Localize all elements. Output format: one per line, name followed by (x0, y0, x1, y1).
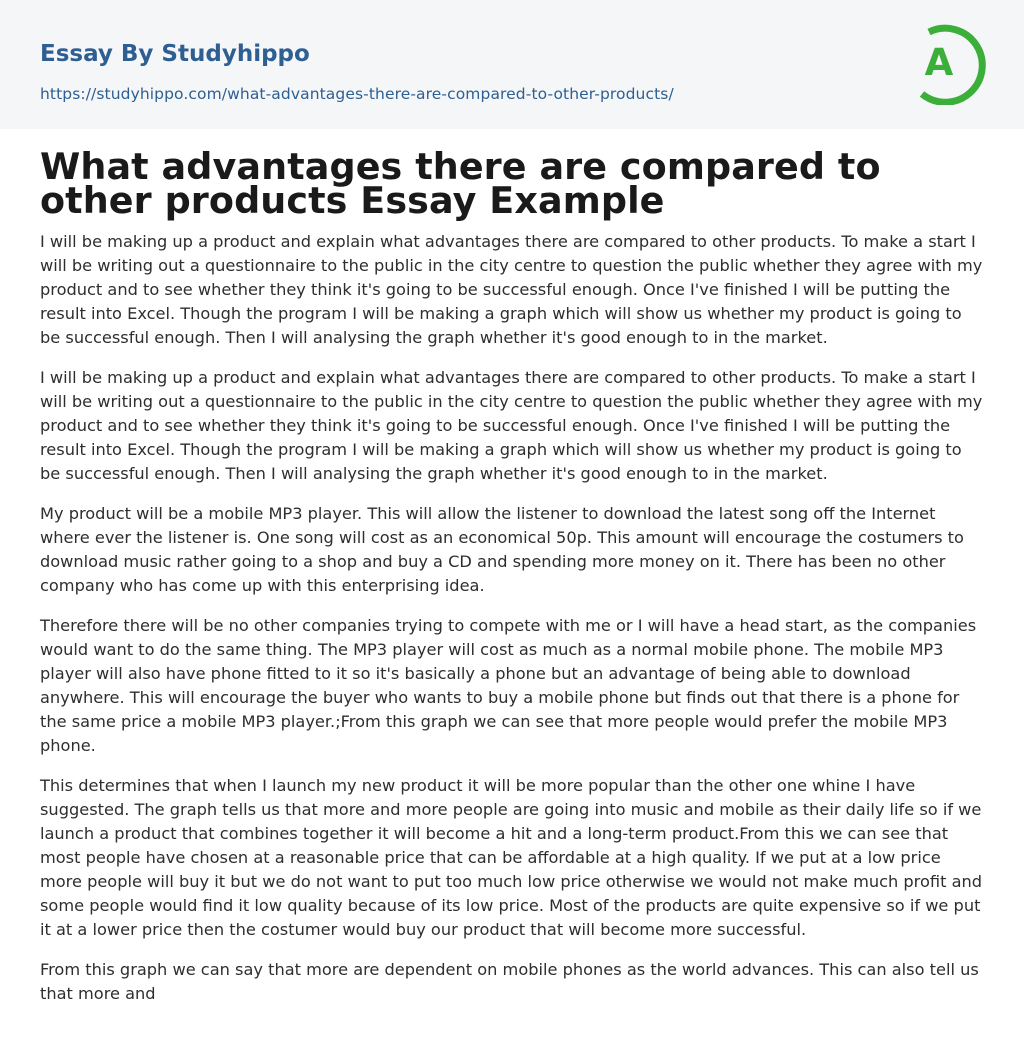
article-paragraph: I will be making up a product and explain what advantages there are compared to other products. To make a start I will be writing out a questionnaire to the public in the city centre to question the public whether they agree with my product and to see whether they think it's going to be successful enough. Once I've finished I will be putting the result into Excel. Though the program I will be making a graph which will show us whether my product is going to be successful enough. Then I will analysing the graph whether it's good enough to in the market. (40, 232, 983, 347)
logo-ring-icon (912, 19, 986, 105)
site-header (0, 0, 1024, 129)
page-title: What advantages there are compared to other products Essay Example (40, 145, 881, 222)
article-paragraph: This determines that when I launch my new product it will be more popular than the other one whine I have suggested. The graph tells us that more and more people are going into music and mobile as their daily life so if we launch a product that combines together it will become a hit and a long-term product.From this we can see that most people have chosen at a reasonable price that can be affordable at a high quality. If we put at a low price more people will buy it but we do not want to put too much low price otherwise we would not make much profit and some people would find it low quality because of its low price. Most of the products are quite expensive so if we put it at a lower price then the costumer would buy our product that will become more successful. (40, 776, 983, 939)
article-paragraph: My product will be a mobile MP3 player. This will allow the listener to download the latest song off the Internet where ever the listener is. One song will cost as an economical 50p. This amount will encourage the costumers to download music rather going to a shop and buy a CD and spending more money on it. There has been no other company who has come up with this enterprising idea. (40, 504, 964, 595)
article (40, 145, 984, 1022)
studyhippo-logo[interactable] (912, 19, 986, 105)
article-paragraph: From this graph we can say that more are dependent on mobile phones as the world advances. This can also tell us that more and (40, 960, 979, 1003)
site-brand[interactable]: Essay By Studyhippo (40, 41, 310, 67)
article-paragraph: Therefore there will be no other companies trying to compete with me or I will have a head start, as the companies would want to do the same thing. The MP3 player will cost as much as a normal mobile phone. The mobile MP3 player will also have phone fitted to it so it's basically a phone but an advantage of being able to download anywhere. This will encourage the buyer who wants to buy a mobile phone but finds out that there is a phone for the same price a mobile MP3 player.;From this graph we can see that more people would prefer the mobile MP3 phone. (40, 616, 977, 755)
page-url-link[interactable]: https://studyhippo.com/what-advantages-there-are-compared-to-other-products/ (40, 85, 674, 103)
logo-letter: A (924, 41, 954, 84)
article-paragraph: I will be making up a product and explain what advantages there are compared to other products. To make a start I will be writing out a questionnaire to the public in the city centre to question the public whether they agree with my product and to see whether they think it's going to be successful enough. Once I've finished I will be putting the result into Excel. Though the program I will be making a graph which will show us whether my product is going to be successful enough. Then I will analysing the graph whether it's good enough to in the market. (40, 368, 983, 483)
